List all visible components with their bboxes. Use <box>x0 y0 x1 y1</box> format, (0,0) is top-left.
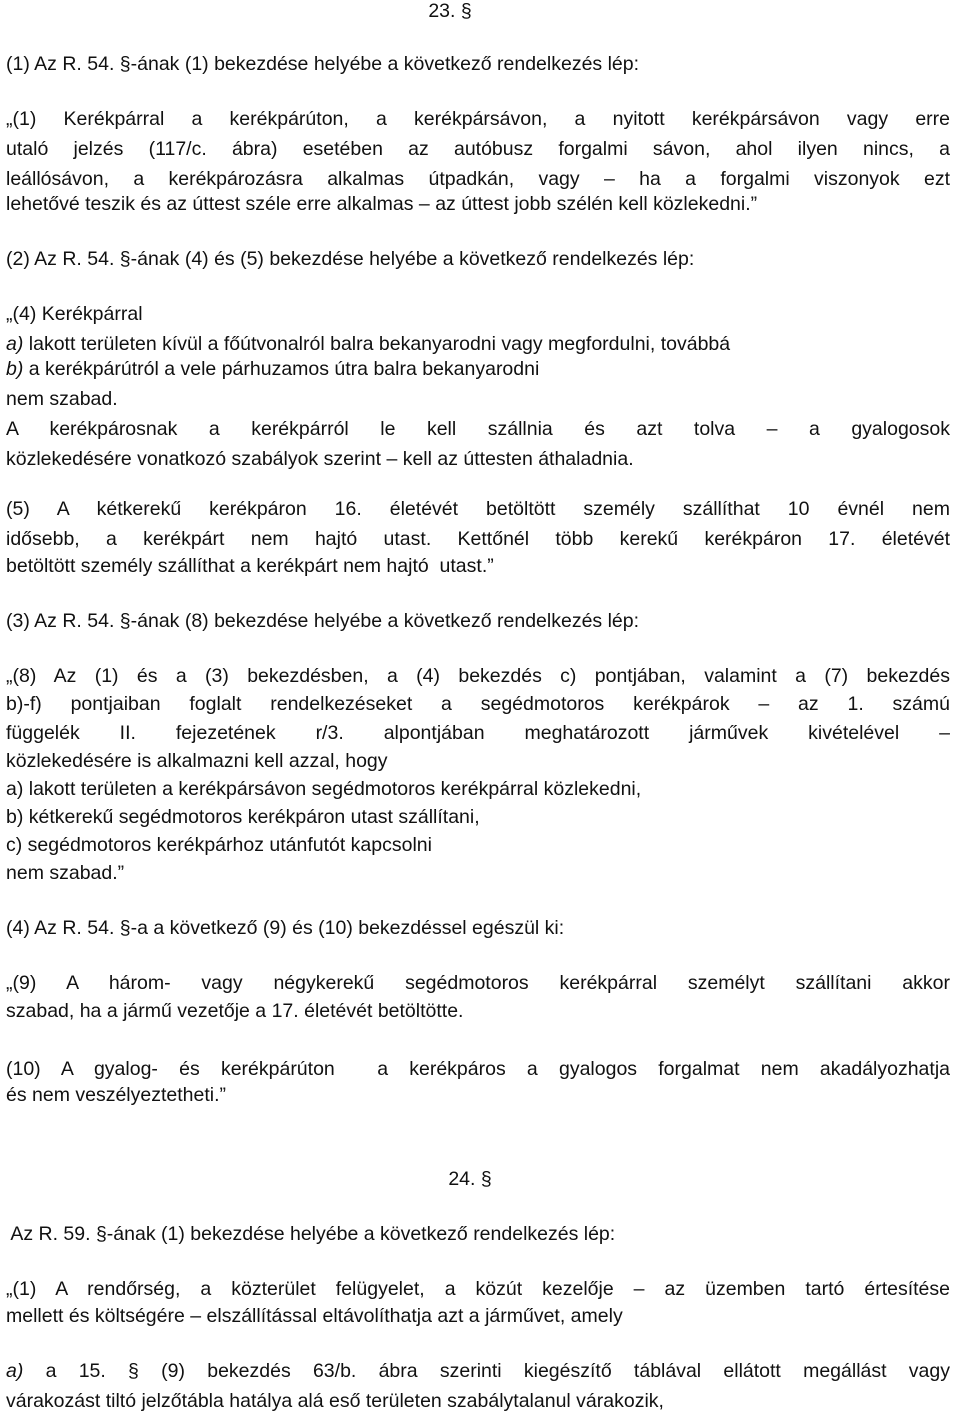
paragraph-intro-24: Az R. 59. §-ának (1) bekezdése helyébe a következő rendelkezés lép: <box>6 1223 616 1245</box>
text-line: várakozást tiltó jelzőtábla hatálya alá eső területen szabálytalanul várakozik, <box>6 1390 664 1412</box>
paragraph-intro-2: (2) Az R. 54. §-ának (4) és (5) bekezdése helyébe a következő rendelkezés lép: <box>6 248 695 270</box>
list-item-b <box>6 358 539 380</box>
paragraph-intro-3: (3) Az R. 54. §-ának (8) bekezdése helyébe a következő rendelkezés lép: <box>6 610 640 632</box>
text-line: közlekedésére vonatkozó szabályok szerint – kell az úttesten áthaladnia. <box>6 448 634 470</box>
section-heading-23: 23. § <box>428 0 472 22</box>
text-line: utaló jelzés (117/c. ábra) esetében az autóbusz forgalmi sávon, ahol ilyen nincs, a <box>6 138 950 160</box>
text-line: (5) A kétkerekű kerékpáron 16. életévét betöltött személy szállíthat 10 évnél nem <box>6 498 950 520</box>
paragraph-intro-1: (1) Az R. 54. §-ának (1) bekezdése helyébe a következő rendelkezés lép: <box>6 53 640 75</box>
text-line: „(8) Az (1) és a (3) bekezdésben, a (4) bekezdés c) pontjában, valamint a (7) bekezdés <box>6 665 950 687</box>
text-line: mellett és költségére – elszállítással eltávolíthatja azt a járművet, amely <box>6 1305 623 1327</box>
text-line: lehetővé teszik és az úttest széle erre alkalmas – az úttest jobb szélén kell közlekedni.” <box>6 193 758 215</box>
list-item-a <box>6 333 730 355</box>
text-line: b)-f) pontjaiban foglalt rendelkezéseket a segédmotoros kerékpárok – az 1. számú <box>6 693 950 715</box>
text-line: nem szabad. <box>6 388 118 410</box>
paragraph-intro-4: (4) Az R. 54. §-a a következő (9) és (10) bekezdéssel egészül ki: <box>6 917 565 939</box>
text-line: c) segédmotoros kerékpárhoz utánfutót kapcsolni <box>6 834 432 856</box>
text-line: függelék II. fejezetének r/3. alpontjában meghatározott járművek kivételével – <box>6 722 950 744</box>
text-line: nem szabad.” <box>6 862 125 884</box>
text-line: leállósávon, a kerékpározásra alkalmas útpadkán, vagy – ha a forgalmi viszonyok ezt <box>6 168 950 190</box>
text-line: és nem veszélyeztetheti.” <box>6 1084 227 1106</box>
list-item-a <box>6 1360 950 1382</box>
list-text: lakott területen kívül a főútvonalról balra bekanyarodni vagy megfordulni, továbbá <box>23 333 731 355</box>
text-line: „(9) A három- vagy négykerekű segédmotoros kerékpárral személyt szállítani akkor <box>6 972 950 994</box>
text-line: (10) A gyalog- és kerékpárúton a kerékpáros a gyalogos forgalmat nem akadályozhatja <box>6 1058 950 1080</box>
text-line: b) kétkerekű segédmotoros kerékpáron utast szállítani, <box>6 806 480 828</box>
text-line: A kerékpárosnak a kerékpárról le kell szállnia és azt tolva – a gyalogosok <box>6 418 950 440</box>
list-text: a kerékpárútról a vele párhuzamos útra balra bekanyarodni <box>23 358 540 380</box>
text-line: idősebb, a kerékpárt nem hajtó utast. Kettőnél több kerekű kerékpáron 17. életévét <box>6 528 950 550</box>
list-letter: a) <box>6 333 24 355</box>
list-text: a 15. § (9) bekezdés 63/b. ábra szerinti kiegészítő táblával ellátott megállást vagy <box>23 1360 950 1382</box>
list-letter: b) <box>6 358 24 380</box>
text-line: közlekedésére is alkalmazni kell azzal, hogy <box>6 750 388 772</box>
text-line: „(1) Kerékpárral a kerékpárúton, a kerékpársávon, a nyitott kerékpársávon vagy erre <box>6 108 950 130</box>
text-line: a) lakott területen a kerékpársávon segédmotoros kerékpárral közlekedni, <box>6 778 642 800</box>
text-line: „(1) A rendőrség, a közterület felügyelet, a közút kezelője – az üzemben tartó értesítése <box>6 1278 950 1300</box>
list-letter: a) <box>6 1360 24 1382</box>
section-heading-24: 24. § <box>448 1168 492 1190</box>
text-line: „(4) Kerékpárral <box>6 303 143 325</box>
text-line: szabad, ha a jármű vezetője a 17. életévét betöltötte. <box>6 1000 464 1022</box>
text-line: betöltött személy szállíthat a kerékpárt nem hajtó utast.” <box>6 555 494 577</box>
